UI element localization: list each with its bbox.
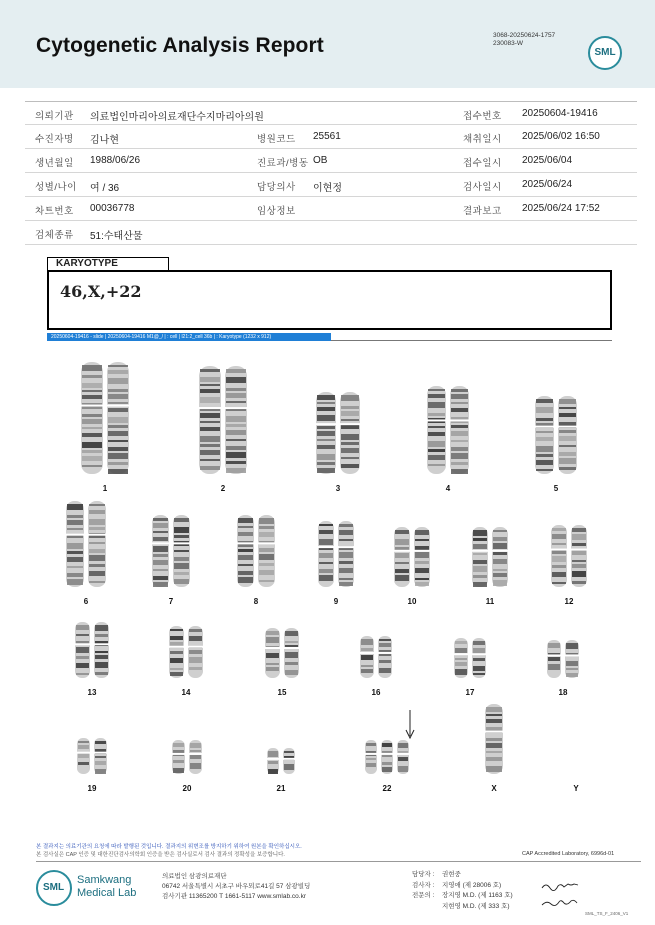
receipt-no-label: 접수번호: [463, 111, 502, 122]
trisomy-arrow-icon: [404, 710, 416, 740]
chromosome-pair-7: [152, 515, 190, 592]
document-id: [493, 32, 555, 48]
chromosome-pair-8: [237, 515, 275, 592]
clinical-label: 임상정보: [257, 206, 296, 217]
sex-age-label: 성별/나이: [35, 182, 77, 193]
tester-label: 검사자 :: [412, 881, 435, 889]
chromosome-pair-12: [551, 525, 587, 592]
karyogram-image: [0, 350, 655, 800]
chromosome-pair-10: [394, 527, 430, 592]
info-row-sex-age: [25, 173, 637, 197]
doctor-value: 이현정: [313, 183, 342, 194]
reported-label: 결과보고: [463, 206, 502, 217]
chromosome-label-18: 18: [558, 688, 568, 697]
chromosome-pair-15: [265, 628, 299, 683]
patient-value: 김나현: [90, 135, 119, 146]
chromosome-label-3: 3: [335, 484, 341, 493]
chromosome-label-13: 13: [87, 688, 97, 697]
chromosome-pair-11: [472, 527, 508, 592]
chromosome-label-17: 17: [465, 688, 475, 697]
chromosome-pair-1: [81, 362, 129, 479]
chromosome-pair-9: [318, 521, 354, 592]
chromosome-label-9: 9: [333, 597, 339, 606]
chromosome-label-21: 21: [276, 784, 286, 793]
dept-value: OB: [313, 155, 328, 166]
doctor-label: 담당의사: [257, 182, 296, 193]
chromosome-label-1: 1: [102, 484, 108, 493]
logo-name-line-2: Medical Lab: [77, 887, 137, 899]
chromosome-pair-4: [427, 386, 469, 479]
info-row-patient: [25, 125, 637, 149]
collected-value: 2025/06/02 16:50: [522, 131, 600, 142]
reviewer-label: 전문의 :: [412, 892, 435, 899]
chromosome-label-8: 8: [253, 597, 259, 606]
report-title: Cytogenetic Analysis Report: [36, 34, 324, 57]
chromosome-pair-2: [199, 366, 247, 479]
report-header: [0, 0, 655, 88]
chromosome-label-16: 16: [371, 688, 381, 697]
received-label: 접수일시: [463, 158, 502, 169]
chromosome-label-6: 6: [83, 597, 89, 606]
footer-notice: [36, 843, 456, 859]
hospital-code-label: 병원코드: [257, 134, 296, 145]
form-code: SML_TS_F_2406_V1: [585, 911, 629, 916]
reviewer-2-value: 지현영 M.D. (제 333 호): [442, 902, 510, 910]
sex-age-value: 여 / 36: [90, 183, 120, 194]
owner-label: 담당자 :: [412, 871, 435, 878]
chart-no-value: 00036778: [90, 203, 135, 214]
chromosome-pair-6: [66, 501, 106, 592]
chromosome-pair-16: [360, 636, 392, 683]
chromosome-label-19: 19: [87, 784, 97, 793]
org-address: 06742 서울특별시 서초구 바우뫼로41길 57 삼광빌딩: [162, 883, 311, 890]
info-row-specimen: [25, 221, 637, 245]
chromosome-label-22: 22: [382, 784, 392, 793]
chromosome-pair-13: [75, 622, 109, 683]
chromosome-label-15: 15: [277, 688, 287, 697]
sml-logo-circle: [36, 870, 72, 906]
cap-accreditation: CAP Accredited Laboratory, 6996d-01: [522, 851, 615, 857]
institution-value: 의료법인마리아의료재단수지마리아의원: [90, 112, 264, 123]
tested-value: 2025/06/24: [522, 179, 573, 190]
org-contact: 검사기관 11365200 T 1661-5117 www.smlab.co.kr: [162, 893, 306, 900]
tester-signature: [540, 880, 582, 892]
patient-info-table: [25, 101, 637, 245]
chromosome-pair-19: [77, 738, 107, 779]
received-value: 2025/06/04: [522, 155, 573, 166]
document-id-line-1: 3068-20250624-1757: [493, 32, 556, 39]
sml-logo-text: SML: [42, 882, 65, 893]
chromosome-label-2: 2: [220, 484, 226, 493]
sml-badge-logo: [588, 36, 622, 70]
chromosome-label-20: 20: [182, 784, 192, 793]
dept-label: 진료과/병동: [257, 158, 309, 169]
logo-name: [77, 874, 136, 900]
chromosome-label-X: X: [491, 784, 497, 793]
signers: [412, 870, 513, 912]
specimen-value: 51:수태산물: [90, 231, 143, 242]
chromosome-pair-21: [267, 748, 295, 779]
logo-name-line-1: Samkwang: [77, 874, 132, 886]
chromosome-label-4: 4: [445, 484, 451, 493]
specimen-label: 검체종류: [35, 230, 74, 241]
owner-value: 권현중: [442, 871, 461, 878]
chromosome-label-12: 12: [564, 597, 574, 606]
chromosome-label-10: 10: [407, 597, 417, 606]
chromosome-pair-X: [485, 704, 503, 779]
document-id-line-2: 230083-W: [493, 40, 523, 47]
footer-divider: [36, 861, 641, 862]
dob-value: 1988/06/26: [90, 155, 141, 166]
caption-divider: [331, 340, 612, 341]
chromosome-pair-3: [316, 392, 360, 479]
footer-notice-line-2: 본 검사실은 CAP 인증 및 대한진단검사의학회 인증을 받은 검사실로서 검사 결과의 정확성을 보증합니다.: [36, 852, 285, 858]
tester-value: 지영애 (제 28006 호): [442, 881, 502, 889]
sml-badge-text: SML: [594, 47, 616, 58]
chromosome-pair-20: [172, 740, 202, 779]
patient-label: 수진자명: [35, 134, 74, 145]
collected-label: 채취일시: [463, 134, 502, 145]
info-row-chart: [25, 197, 637, 221]
karyotype-label: KARYOTYPE: [47, 257, 169, 270]
institution-label: 의뢰기관: [35, 111, 74, 122]
chromosome-label-7: 7: [168, 597, 174, 606]
chart-no-label: 차트번호: [35, 206, 74, 217]
reviewer-1-value: 장지영 M.D. (제 1163 호): [442, 892, 513, 899]
hospital-code-value: 25561: [313, 131, 341, 142]
chromosome-pair-5: [535, 396, 577, 479]
chromosome-pair-17: [454, 638, 486, 683]
chromosome-label-11: 11: [485, 597, 495, 606]
tested-label: 검사일시: [463, 182, 502, 193]
receipt-no-value: 20250604-19416: [522, 108, 598, 119]
org-name: 의료법인 삼광의료재단: [162, 873, 227, 880]
info-row-institution: [25, 101, 637, 125]
karyogram-image-caption: 20250604-19416 - slide | 20250604-19416 M1@_/ | : cell | l21:2_cell 36b | : Karyotype (1232 x 912): [47, 333, 331, 341]
chromosome-label-Y: Y: [573, 784, 579, 793]
chromosome-pair-14: [169, 626, 203, 683]
chromosome-label-5: 5: [553, 484, 559, 493]
reviewer-signature: [540, 898, 582, 910]
chromosome-pair-18: [547, 640, 579, 683]
karyotype-result: 46,X,+22: [60, 282, 142, 301]
chromosome-pair-22: [365, 740, 409, 779]
dob-label: 생년월일: [35, 158, 74, 169]
chromosome-label-14: 14: [181, 688, 191, 697]
karyotype-result-box: [47, 270, 612, 330]
organization-info: [162, 872, 310, 902]
footer-notice-line-1: 본 결과지는 의료기관의 요청에 따라 발행된 것입니다. 결과지의 위변조를 방지하기 위하여 원본을 확인하십시오.: [36, 844, 302, 850]
info-row-dob: [25, 149, 637, 173]
reported-value: 2025/06/24 17:52: [522, 203, 600, 214]
